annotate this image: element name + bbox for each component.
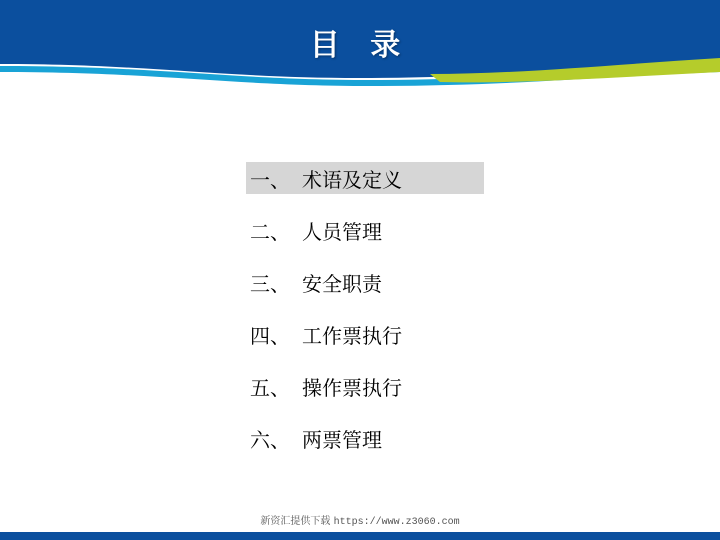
footer-url: https://www.z3060.com <box>333 517 460 528</box>
bottom-bar <box>0 532 720 540</box>
toc-item-4-label: 工作票执行 <box>302 323 402 348</box>
toc-item-2[interactable] <box>246 214 666 246</box>
footer-text: 新资汇提供下载 <box>260 516 331 527</box>
toc-item-6-number: 六、 <box>250 427 290 452</box>
toc-item-6-label: 两票管理 <box>302 427 382 452</box>
footer-watermark <box>0 512 720 528</box>
toc-item-3-label: 安全职责 <box>302 271 382 296</box>
toc-item-4[interactable] <box>246 318 666 350</box>
header-banner <box>0 0 720 86</box>
toc-item-5-number: 五、 <box>250 375 290 400</box>
toc-item-4-number: 四、 <box>250 323 290 348</box>
toc-item-6[interactable] <box>246 422 666 454</box>
toc-item-1-label: 术语及定义 <box>302 167 402 192</box>
toc-item-3[interactable] <box>246 266 666 298</box>
toc-item-3-number: 三、 <box>250 271 290 296</box>
page-title: 目 录 <box>309 28 411 63</box>
toc-item-5-label: 操作票执行 <box>302 375 402 400</box>
toc-item-1-number: 一、 <box>250 167 290 192</box>
toc-item-1[interactable] <box>246 162 484 194</box>
toc-list <box>246 162 666 474</box>
toc-item-5[interactable] <box>246 370 666 402</box>
toc-item-2-label: 人员管理 <box>302 219 382 244</box>
toc-item-2-number: 二、 <box>250 219 290 244</box>
